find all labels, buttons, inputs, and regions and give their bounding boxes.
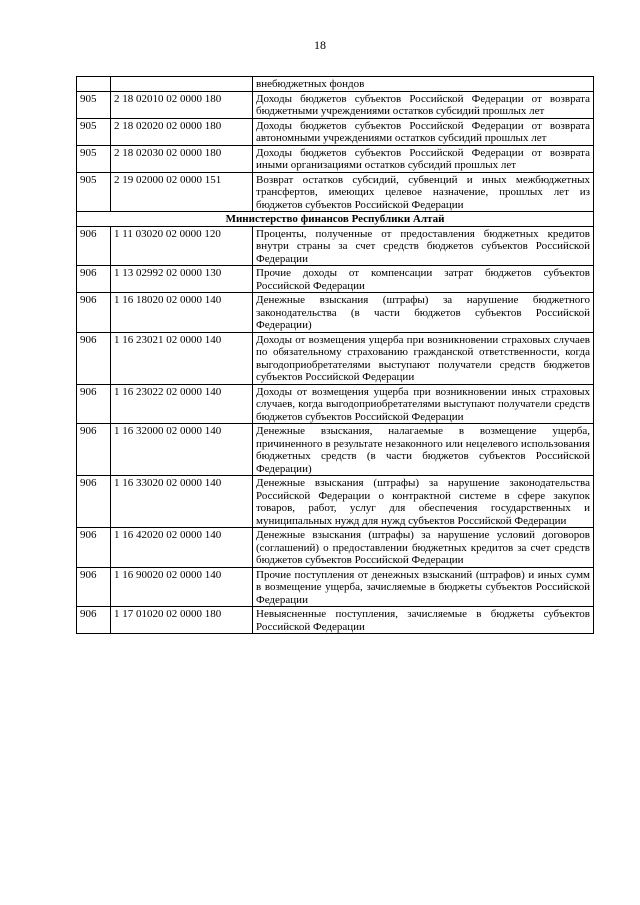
section-row (77, 212, 594, 227)
admin-code-cell: 906 (77, 607, 111, 634)
admin-code-cell: 905 (77, 91, 111, 118)
revenue-code-cell: 2 19 02000 02 0000 151 (111, 172, 253, 212)
revenue-name-cell: Доходы от возмещения ущерба при возникновении страховых случаев по обязательному страхованию гражданской ответственности, когда выгодоприобретателями выступают получатели средств бюджетов субъектов Российской Федерации (253, 332, 594, 384)
admin-code-cell: 906 (77, 424, 111, 476)
revenue-code-cell: 1 11 03020 02 0000 120 (111, 226, 253, 266)
revenue-name-cell: Доходы бюджетов субъектов Российской Федерации от возврата автономными учреждениями остатков субсидий прошлых лет (253, 118, 594, 145)
revenue-code-cell: 1 16 33020 02 0000 140 (111, 476, 253, 528)
table-row (77, 118, 594, 145)
table-row (77, 528, 594, 568)
revenue-code-cell: 1 13 02992 02 0000 130 (111, 266, 253, 293)
table-row (77, 172, 594, 212)
revenue-code-cell: 2 18 02010 02 0000 180 (111, 91, 253, 118)
revenue-name-cell: Денежные взыскания (штрафы) за нарушение условий договоров (соглашений) о предоставлении бюджетных кредитов за счет средств бюджетов субъектов Российской Федерации (253, 528, 594, 568)
revenue-code-cell: 1 17 01020 02 0000 180 (111, 607, 253, 634)
admin-code-cell: 905 (77, 118, 111, 145)
table-body (77, 77, 594, 634)
revenue-name-cell: Проценты, полученные от предоставления бюджетных кредитов внутри страны за счет средств бюджетов субъектов Российской Федерации (253, 226, 594, 266)
revenue-name-cell: Денежные взыскания, налагаемые в возмещение ущерба, причиненного в результате незаконного или нецелевого использования бюджетных средств (в части бюджетов субъектов Российской Федерации) (253, 424, 594, 476)
revenue-code-cell (111, 77, 253, 92)
revenue-code-cell: 2 18 02030 02 0000 180 (111, 145, 253, 172)
table-row (77, 226, 594, 266)
revenue-name-cell: Доходы бюджетов субъектов Российской Федерации от возврата бюджетными учреждениями остатков субсидий прошлых лет (253, 91, 594, 118)
revenue-code-cell: 1 16 18020 02 0000 140 (111, 293, 253, 333)
admin-code-cell: 906 (77, 226, 111, 266)
admin-code-cell: 906 (77, 293, 111, 333)
admin-code-cell: 906 (77, 476, 111, 528)
revenue-name-cell: Невыясненные поступления, зачисляемые в бюджеты субъектов Российской Федерации (253, 607, 594, 634)
revenue-name-cell: Прочие поступления от денежных взысканий (штрафов) и иных сумм в возмещение ущерба, зачисляемые в бюджеты субъектов Российской Федерации (253, 567, 594, 607)
revenue-name-cell: Денежные взыскания (штрафы) за нарушение бюджетного законодательства (в части бюджетов субъектов Российской Федерации) (253, 293, 594, 333)
revenue-code-cell: 1 16 42020 02 0000 140 (111, 528, 253, 568)
table-row (77, 332, 594, 384)
table-row (77, 293, 594, 333)
admin-code-cell: 906 (77, 266, 111, 293)
admin-code-cell: 906 (77, 528, 111, 568)
revenue-name-cell: Доходы от возмещения ущерба при возникновении иных страховых случаев, когда выгодоприобретателями выступают получатели средств бюджетов субъектов Российской Федерации (253, 384, 594, 424)
revenue-name-cell: Денежные взыскания (штрафы) за нарушение законодательства Российской Федерации о контрактной системе в сфере закупок товаров, работ, услуг для обеспечения государственных и муниципальных нужд для нужд субъектов Российской Федерации (253, 476, 594, 528)
revenue-code-cell: 1 16 32000 02 0000 140 (111, 424, 253, 476)
admin-code-cell: 906 (77, 332, 111, 384)
table-row (77, 424, 594, 476)
admin-code-cell (77, 77, 111, 92)
admin-code-cell: 905 (77, 172, 111, 212)
revenue-name-cell: внебюджетных фондов (253, 77, 594, 92)
table-row (77, 476, 594, 528)
revenue-name-cell: Возврат остатков субсидий, субвенций и иных межбюджетных трансфертов, имеющих целевое назначение, прошлых лет из бюджетов субъектов Российской Федерации (253, 172, 594, 212)
table-row (77, 567, 594, 607)
table-row (77, 145, 594, 172)
revenue-name-cell: Прочие доходы от компенсации затрат бюджетов субъектов Российской Федерации (253, 266, 594, 293)
table-row (77, 266, 594, 293)
page-number: 18 (314, 38, 326, 52)
revenue-code-cell: 2 18 02020 02 0000 180 (111, 118, 253, 145)
admin-code-cell: 906 (77, 567, 111, 607)
revenue-code-cell: 1 16 23021 02 0000 140 (111, 332, 253, 384)
revenue-name-cell: Доходы бюджетов субъектов Российской Федерации от возврата иными организациями остатков субсидий прошлых лет (253, 145, 594, 172)
admin-code-cell: 906 (77, 384, 111, 424)
table-row (77, 91, 594, 118)
table-row (77, 384, 594, 424)
admin-code-cell: 905 (77, 145, 111, 172)
revenue-code-cell: 1 16 23022 02 0000 140 (111, 384, 253, 424)
section-title: Министерство финансов Республики Алтай (77, 212, 594, 227)
revenue-codes-table (76, 76, 594, 634)
table-row (77, 607, 594, 634)
table-row (77, 77, 594, 92)
revenue-code-cell: 1 16 90020 02 0000 140 (111, 567, 253, 607)
